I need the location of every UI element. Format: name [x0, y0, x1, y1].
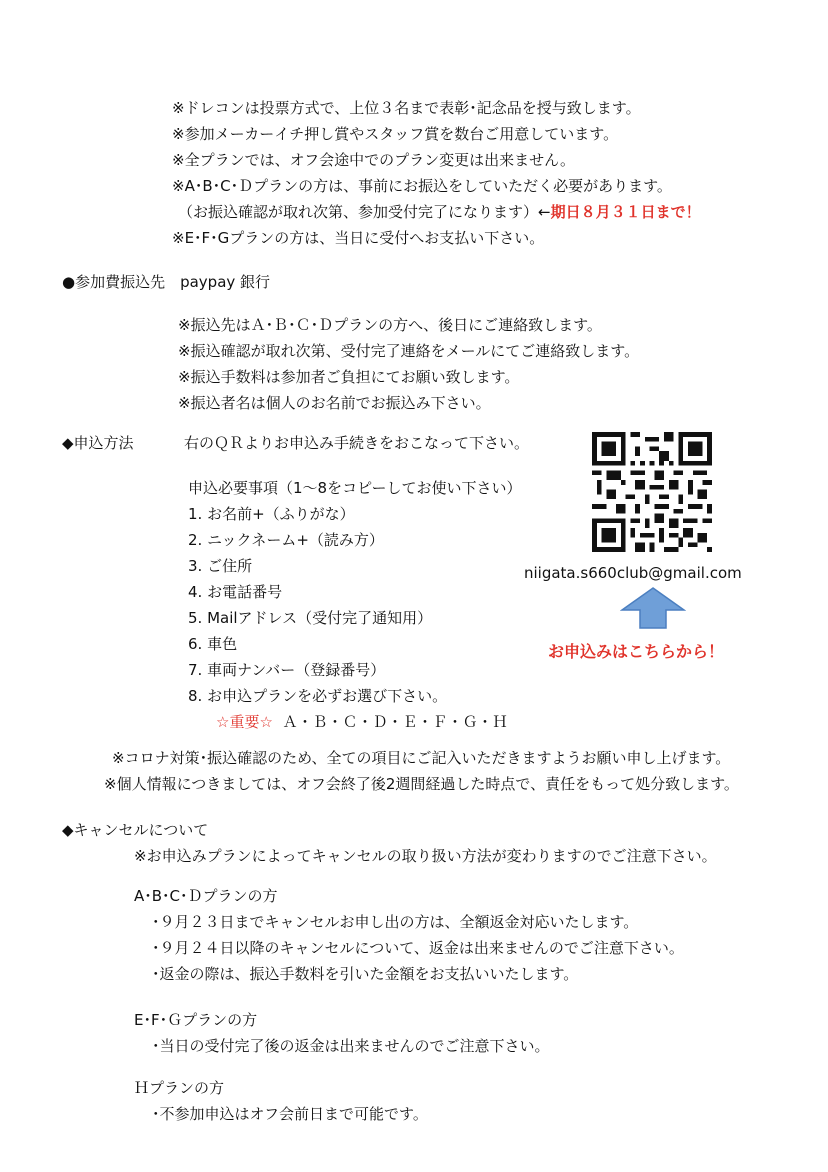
qr-code[interactable] [592, 432, 712, 552]
bank-note: ※振込者名は個人のお名前でお振込み下さい。 [178, 394, 491, 412]
contact-email[interactable]: niigata.s660club@gmail.com [524, 564, 742, 582]
privacy-note: ※個人情報につきましては、オフ会終了後2週間経過した時点で、責任をもって処分致します。 [104, 775, 739, 793]
list-item: 8. お申込プランを必ずお選び下さい。 [188, 687, 448, 705]
list-item: ･不参加申込はオフ会前日まで可能です。 [152, 1105, 428, 1123]
list-item: 5. Mailアドレス（受付完了通知用） [188, 609, 433, 627]
bank-note: ※振込先はＡ･Ｂ･Ｃ･Ｄプランの方へ、後日にご連絡致します。 [178, 316, 602, 334]
important-plans [216, 712, 507, 732]
note-prepayment: ※A･B･C･Ｄプランの方は、事前にお振込をしていただく必要があります。 [172, 177, 672, 195]
note-efg-payment: ※E･F･Gプランの方は、当日に受付へお支払い下さい。 [172, 229, 545, 247]
plan-list: Ａ・Ｂ・Ｃ・Ｄ・Ｅ・Ｆ・Ｇ・Ｈ [282, 713, 508, 731]
deadline-text: 期日８月３１日まで！ [550, 203, 701, 221]
list-item: ･返金の際は、振込手数料を引いた金額をお支払いいたします。 [152, 965, 579, 983]
up-arrow-icon [620, 586, 686, 630]
apply-required-title: 申込必要事項（1～8をコピーしてお使い下さい） [188, 479, 522, 497]
note-payment-confirm [178, 202, 701, 222]
list-item: ･当日の受付完了後の返金は出来ませんのでご注意下さい。 [152, 1037, 550, 1055]
list-item: 7. 車両ナンバー（登録番号） [188, 661, 386, 679]
cancel-h-title: Ｈプランの方 [134, 1079, 225, 1097]
list-item: 2. ニックネーム+（読み方） [188, 531, 384, 549]
list-item: 1. お名前+（ふりがな） [188, 505, 355, 523]
apply-cta: お申込みはこちらから！ [548, 642, 725, 661]
bank-note: ※振込確認が取れ次第、受付完了連絡をメールにてご連絡致します。 [178, 342, 640, 360]
note-dress-contest: ※ドレコンは投票方式で、上位３名まで表彰･記念品を授与致します。 [172, 99, 641, 117]
apply-heading: ◆申込方法 [62, 434, 134, 452]
cancel-abcd-title: A･B･C･Ｄプランの方 [134, 887, 278, 905]
privacy-note: ※コロナ対策･振込確認のため、全ての項目にご記入いただきますようお願い申し上げます。 [112, 749, 731, 767]
note-maker-award: ※参加メーカーイチ押し賞やスタッフ賞を数台ご用意しています。 [172, 125, 619, 143]
list-item: 6. 車色 [188, 635, 238, 653]
bank-heading: ●参加費振込先 paypay 銀行 [62, 273, 271, 291]
list-item: ･９月２３日までキャンセルお申し出の方は、全額返金対応いたします。 [152, 913, 639, 931]
important-label: ☆重要☆ [216, 713, 273, 731]
bank-note: ※振込手数料は参加者ご負担にてお願い致します。 [178, 368, 520, 386]
list-item: 3. ご住所 [188, 557, 253, 575]
cancel-note: ※お申込みプランによってキャンセルの取り扱い方法が変わりますのでご注意下さい。 [134, 847, 717, 865]
cancel-efg-title: E･F･Ｇプランの方 [134, 1011, 258, 1029]
note-no-plan-change: ※全プランでは、オフ会途中でのプラン変更は出来ません。 [172, 151, 576, 169]
apply-intro: 右のＱＲよりお申込み手続きをおこなって下さい。 [184, 434, 530, 452]
note-payment-confirm-text: （お振込確認が取れ次第、参加受付完了になります）← [178, 203, 551, 221]
cancel-heading: ◆キャンセルについて [62, 821, 209, 839]
list-item: ･９月２４日以降のキャンセルについて、返金は出来ませんのでご注意下さい。 [152, 939, 684, 957]
list-item: 4. お電話番号 [188, 583, 283, 601]
